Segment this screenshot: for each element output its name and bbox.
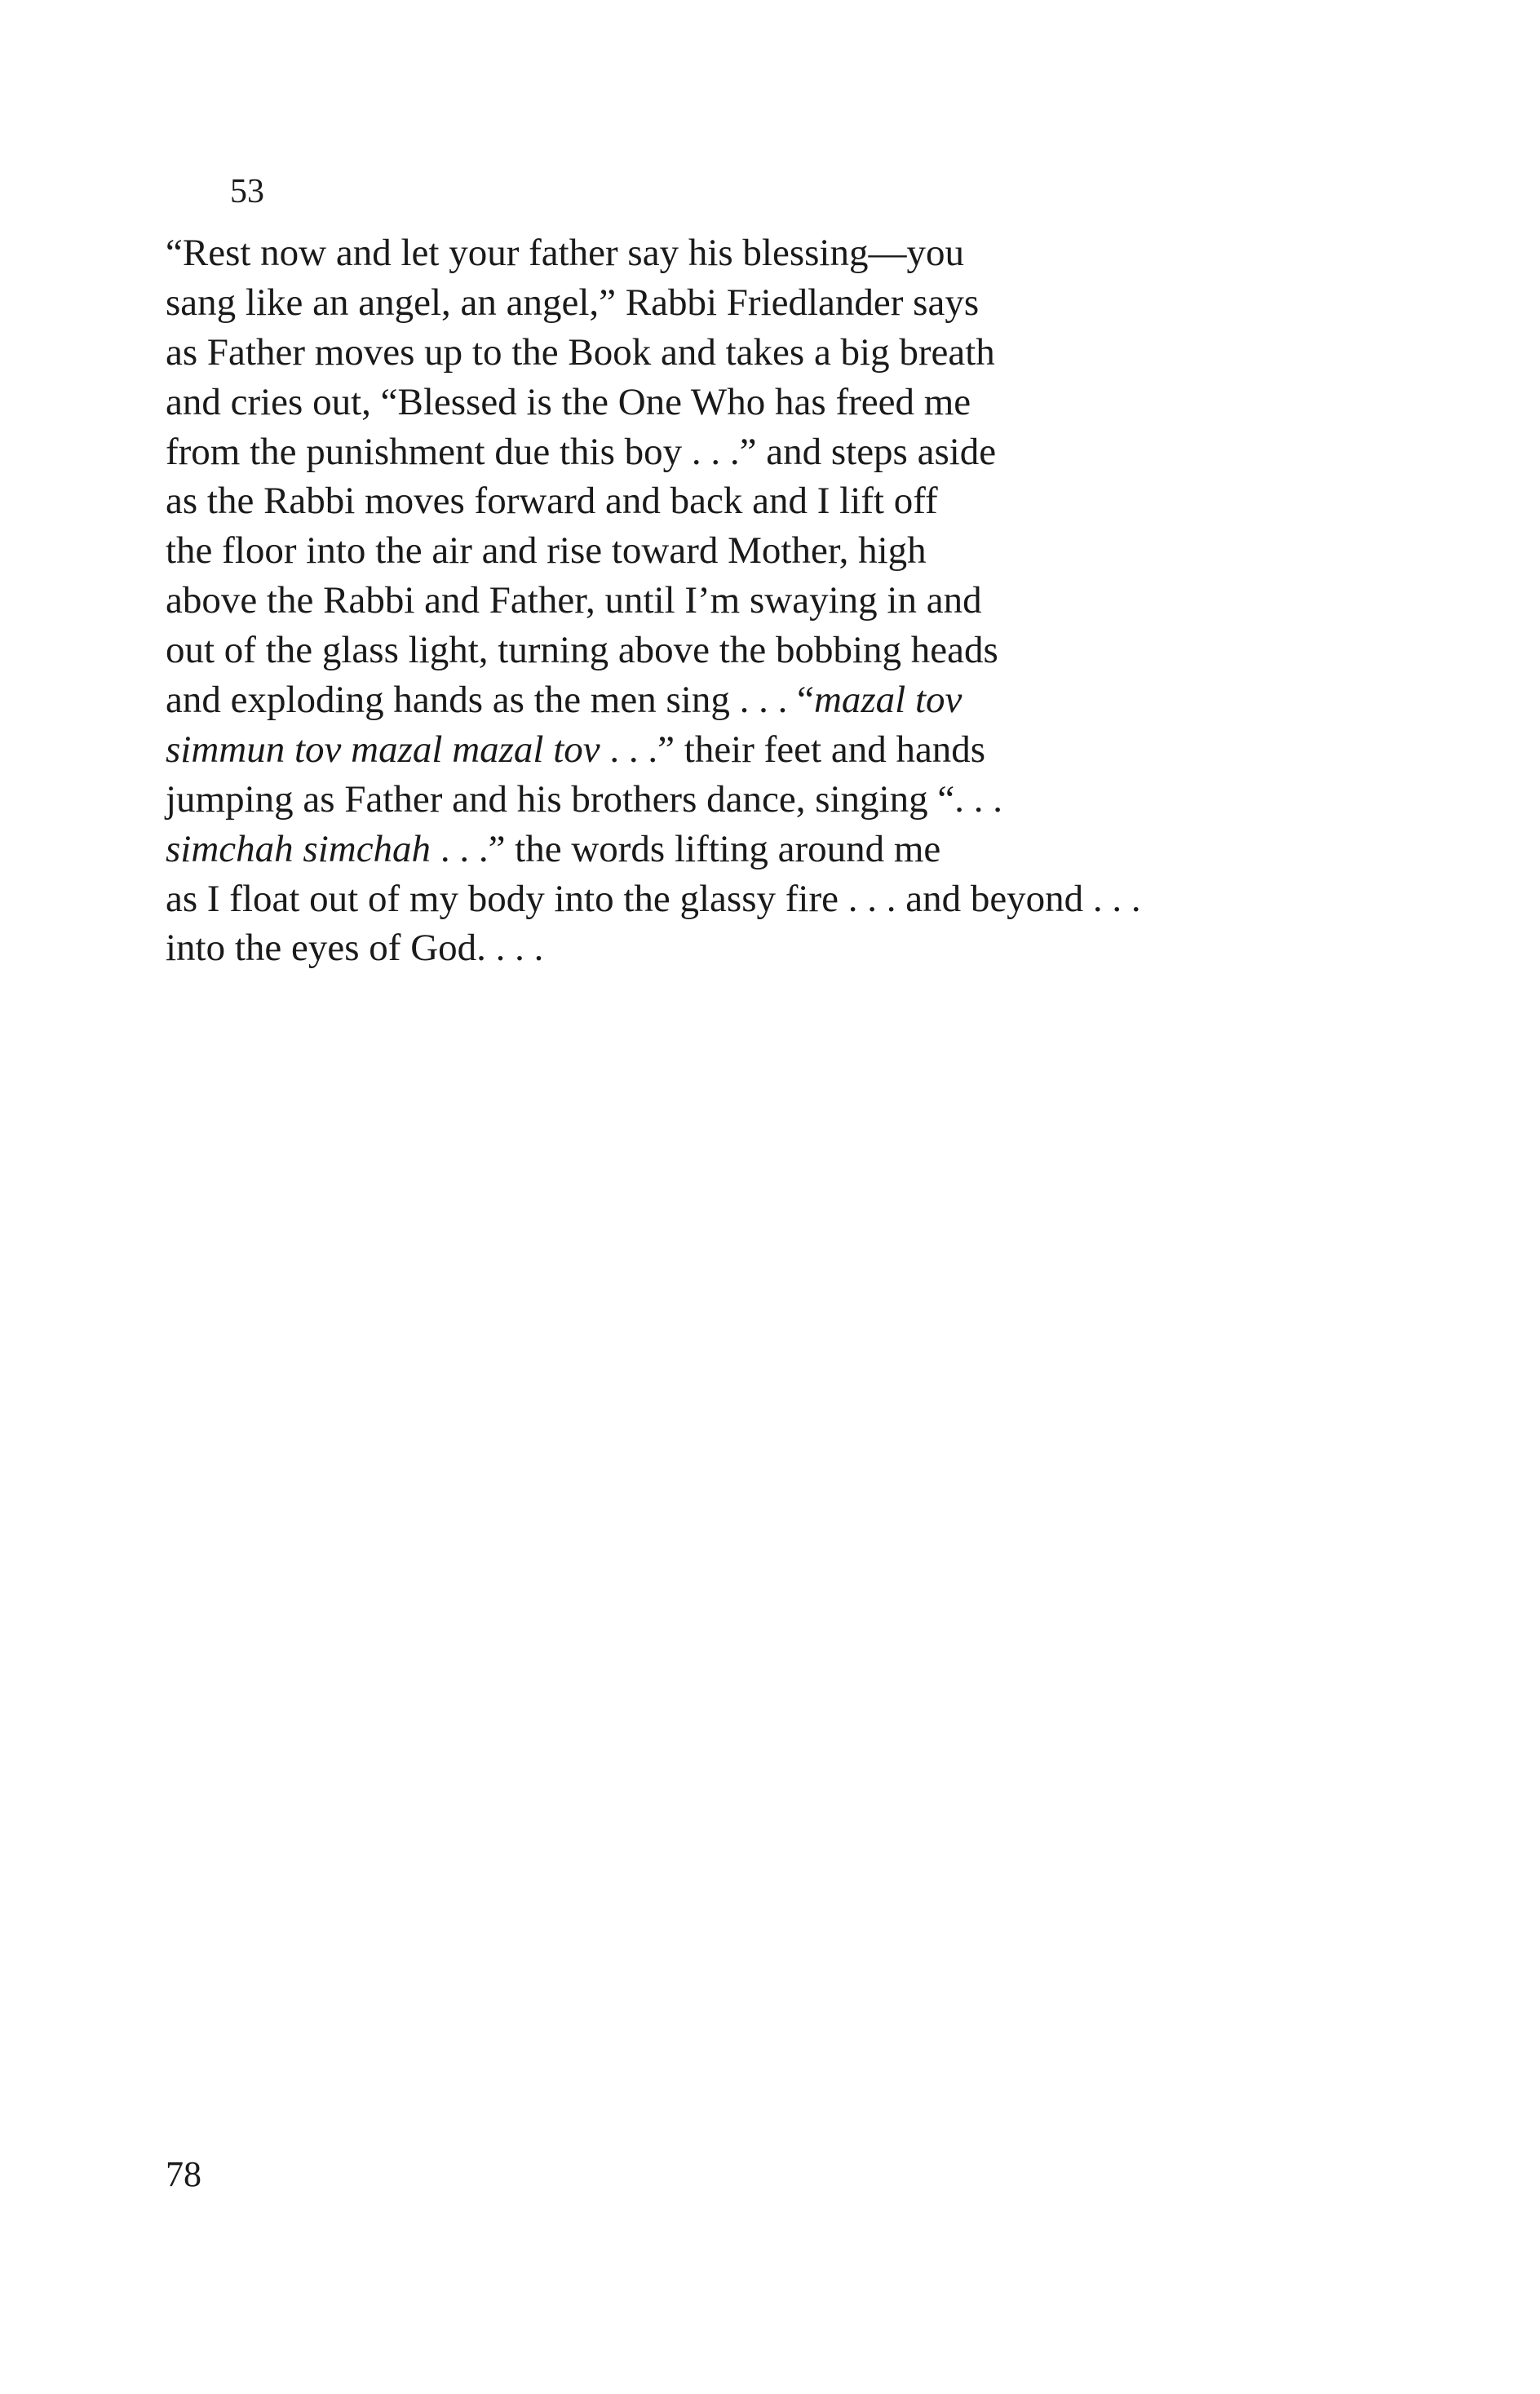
line-text: and cries out, “Blessed is the One Who has freed me [166,380,971,423]
italic-phrase: simmun tov mazal mazal tov [166,728,600,771]
line-text: and exploding hands as the men sing . . . “ [166,679,814,722]
line-text: “Rest now and let your father say his blessing—you [166,232,964,274]
line-text: out of the glass light, turning above the bobbing heads [166,629,998,672]
line-text: as the Rabbi moves forward and back and I lift off [166,480,938,523]
line-text: sang like an angel, an angel,” Rabbi Friedlander says [166,281,980,324]
poem-line [166,278,1471,328]
page-number: 78 [166,2154,201,2194]
line-text: . . .” the words lifting around me [431,827,941,870]
italic-phrase: simchah simchah [166,827,431,870]
line-text: . . .” their feet and hands [600,728,986,771]
poem-line [166,526,1471,576]
line-text: as Father moves up to the Book and takes a big breath [166,330,995,374]
poem-line [166,576,1471,626]
poem-line [166,328,1471,378]
poem-line [166,725,1471,775]
poem-line [166,675,1471,725]
line-text: into the eyes of God. . . . [166,927,544,970]
poem-body [166,228,1471,973]
italic-phrase: mazal tov [813,679,962,722]
poem-line [166,775,1471,825]
line-text: above the Rabbi and Father, until I’m swaying in and [166,579,982,622]
line-text: from the punishment due this boy . . .” and steps aside [166,430,997,473]
poem-line [166,825,1471,874]
poem-line [166,476,1471,526]
poem-line [166,626,1471,675]
line-text: jumping as Father and his brothers dance, singing “. . . [166,777,1002,821]
poem-line [166,378,1471,427]
poem-line [166,427,1471,477]
poem-line [166,923,1471,973]
poem-line [166,874,1471,924]
line-text: the floor into the air and rise toward Mother, high [166,529,927,573]
poem-line [166,228,1471,278]
section-number: 53 [230,173,264,210]
line-text: as I float out of my body into the glassy fire . . . and beyond . . . [166,877,1141,920]
